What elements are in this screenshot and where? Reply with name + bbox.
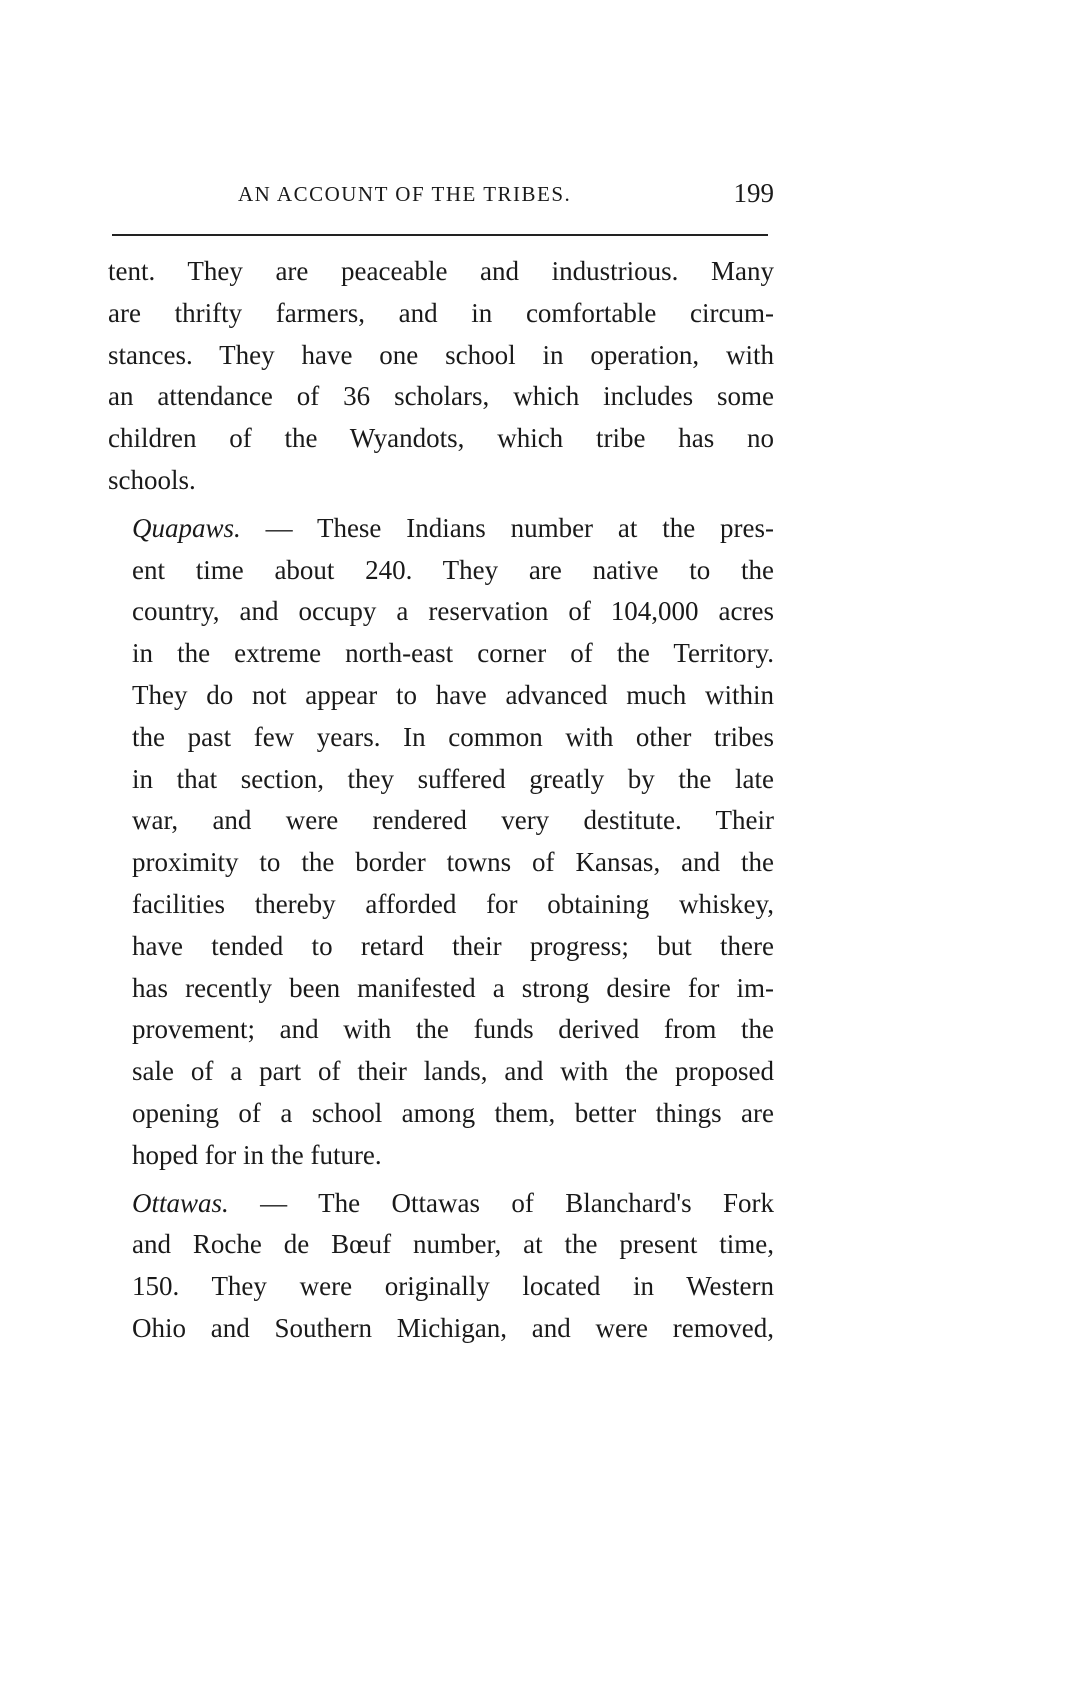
text-line: schools.: [108, 464, 196, 495]
text-line: Ottawas. — The Ottawas of Blanchard's Fork: [132, 1187, 774, 1218]
text-line: hoped for in the future.: [132, 1139, 382, 1170]
running-head: AN ACCOUNT OF THE TRIBES.: [238, 182, 572, 206]
text-line: stances. They have one school in operation, with: [108, 339, 774, 370]
page-number: 199: [733, 178, 774, 208]
text-line: Ohio and Southern Michigan, and were removed,: [132, 1312, 774, 1343]
text-line: war, and were rendered very destitute. Their: [132, 805, 774, 836]
text-line: have tended to retard their progress; but there: [132, 930, 774, 961]
text-line: an attendance of 36 scholars, which includes some: [108, 381, 774, 412]
paragraph-wyandots-continued: [108, 251, 774, 502]
text-line: in the extreme north-east corner of the Territory.: [132, 638, 774, 669]
text-line: tent. They are peaceable and industrious. Many: [108, 256, 774, 286]
text-line: country, and occupy a reservation of 104,000 acres: [132, 596, 774, 627]
text-line: children of the Wyandots, which tribe has no: [108, 423, 774, 454]
paragraph-ottawas: [108, 1183, 774, 1350]
text-line: Quapaws. — These Indians number at the pres-: [132, 512, 774, 543]
text-line: facilities thereby afforded for obtaining whiskey,: [132, 888, 774, 919]
text-line: provement; and with the funds derived from the: [132, 1014, 774, 1045]
text-line: proximity to the border towns of Kansas, and the: [132, 847, 774, 878]
section-lead-ottawas: Ottawas.: [132, 1187, 229, 1218]
text-line: They do not appear to have advanced much within: [132, 679, 774, 710]
body-text: [108, 251, 774, 1350]
page-header: [112, 178, 774, 222]
text-line: the past few years. In common with other tribes: [132, 721, 774, 752]
text-line: opening of a school among them, better things are: [132, 1097, 774, 1128]
text-line: are thrifty farmers, and in comfortable circum-: [108, 297, 774, 328]
text-line: has recently been manifested a strong desire for im-: [132, 972, 774, 1003]
text-line: and Roche de Bœuf number, at the present time,: [132, 1229, 774, 1260]
text-line: 150. They were originally located in Western: [132, 1271, 774, 1302]
text-line: in that section, they suffered greatly by the late: [132, 763, 774, 794]
text-line: sale of a part of their lands, and with the proposed: [132, 1056, 774, 1087]
section-lead-quapaws: Quapaws.: [132, 512, 241, 543]
text-line: ent time about 240. They are native to the: [132, 554, 774, 585]
header-rule: [112, 234, 768, 236]
paragraph-quapaws: [108, 508, 774, 1177]
